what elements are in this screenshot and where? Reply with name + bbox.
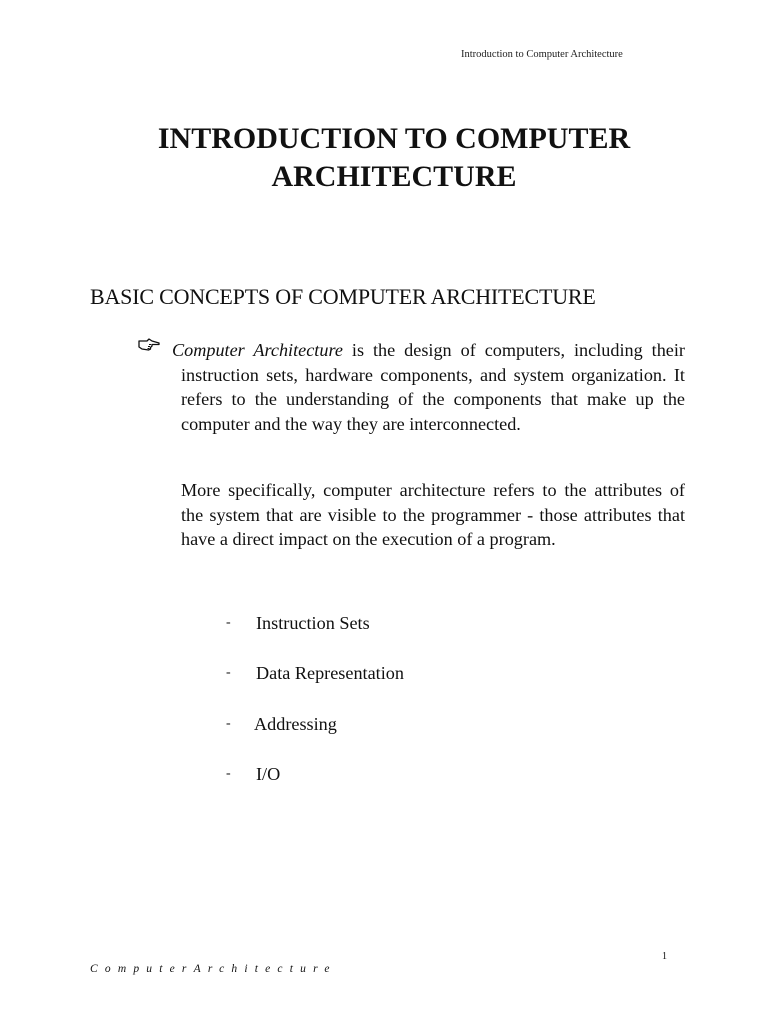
document-title-line-2: ARCHITECTURE bbox=[271, 160, 517, 193]
bullet-marker: - bbox=[226, 716, 231, 731]
bullet-marker: - bbox=[226, 766, 231, 781]
list-item-label: Data Representation bbox=[256, 663, 404, 683]
definition-paragraph bbox=[172, 338, 685, 436]
definition-text: is the design of computers, including their instruction sets, hardware components, and system organization. It refers to the understanding of the components that make up the computer and the way they are interconnected. bbox=[181, 340, 685, 434]
document-title bbox=[0, 120, 768, 196]
term-computer-architecture: Computer Architecture bbox=[172, 340, 343, 360]
running-header: Introduction to Computer Architecture bbox=[461, 49, 623, 60]
list-item-label: Addressing bbox=[254, 714, 337, 734]
document-title-line-1: INTRODUCTION TO COMPUTER bbox=[157, 122, 631, 155]
pointing-hand-icon bbox=[138, 337, 162, 353]
bullet-marker: - bbox=[226, 665, 231, 680]
bullet-marker: - bbox=[226, 615, 231, 630]
attributes-paragraph: More specifically, computer architecture refers to the attributes of the system that are visible to the programmer - those attributes that have a direct impact on the execution of a program. bbox=[181, 480, 685, 550]
running-footer: ComputerArchitecture bbox=[90, 963, 337, 975]
list-item-label: I/O bbox=[256, 764, 281, 784]
page-number: 1 bbox=[662, 951, 667, 962]
list-item-label: Instruction Sets bbox=[256, 613, 370, 633]
section-heading: BASIC CONCEPTS OF COMPUTER ARCHITECTURE bbox=[90, 284, 596, 309]
